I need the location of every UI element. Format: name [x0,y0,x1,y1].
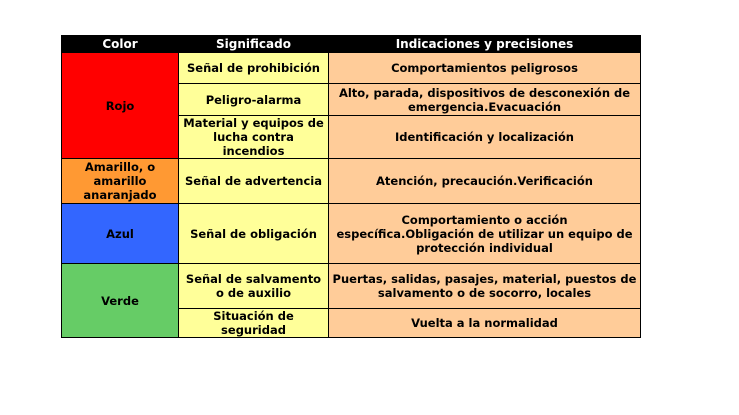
meaning-cell: Señal de prohibición [179,53,329,84]
meaning-cell: Señal de salvamento o de auxilio [179,264,329,309]
header-row [62,36,641,53]
meaning-cell: Señal de obligación [179,204,329,264]
table-row [62,159,641,204]
table-row [62,264,641,309]
header-indications: Indicaciones y precisiones [329,36,641,53]
indication-cell: Puertas, salidas, pasajes, material, puestos de salvamento o de socorro, locales [329,264,641,309]
indication-cell: Identificación y localización [329,116,641,159]
header-meaning: Significado [179,36,329,53]
meaning-cell: Señal de advertencia [179,159,329,204]
indication-cell: Atención, precaución.Verificación [329,159,641,204]
color-cell-red: Rojo [62,53,179,159]
safety-colors-table [61,35,641,338]
table-row [62,53,641,84]
color-cell-green: Verde [62,264,179,338]
indication-cell: Comportamiento o acción específica.Obligación de utilizar un equipo de protección individual [329,204,641,264]
indication-cell: Vuelta a la normalidad [329,309,641,338]
meaning-cell: Situación de seguridad [179,309,329,338]
meaning-cell: Material y equipos de lucha contra incendios [179,116,329,159]
indication-cell: Alto, parada, dispositivos de desconexión de emergencia.Evacuación [329,84,641,116]
meaning-cell: Peligro-alarma [179,84,329,116]
color-cell-yellow: Amarillo, o amarillo anaranjado [62,159,179,204]
table-row [62,204,641,264]
indication-cell: Comportamientos peligrosos [329,53,641,84]
color-cell-blue: Azul [62,204,179,264]
header-color: Color [62,36,179,53]
